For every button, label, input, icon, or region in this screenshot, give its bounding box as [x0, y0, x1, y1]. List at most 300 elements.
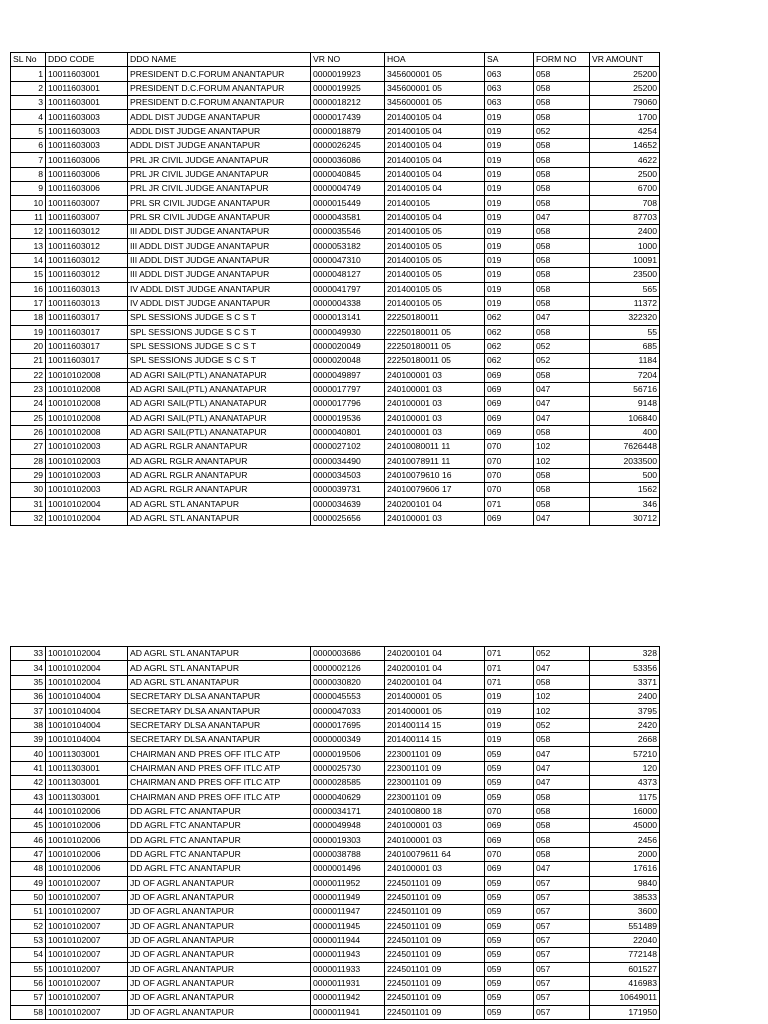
ddo-name-cell: CHAIRMAN AND PRES OFF ITLC ATP	[128, 776, 311, 790]
vr-amount-cell: 106840	[590, 411, 660, 425]
sa-cell: 071	[485, 647, 534, 661]
vr-amount-cell: 328	[590, 647, 660, 661]
form-no-cell: 058	[534, 819, 590, 833]
vr-no-cell: 0000047033	[311, 704, 385, 718]
table-row	[11, 382, 660, 396]
ddo-code-cell: 10011603003	[46, 124, 128, 138]
ddo-name-cell: PRL SR CIVIL JUDGE ANANTAPUR	[128, 210, 311, 224]
table-row	[11, 776, 660, 790]
ddo-name-cell: DD AGRL FTC ANANTAPUR	[128, 819, 311, 833]
sl-no-cell: 11	[11, 210, 46, 224]
ddo-name-cell: DD AGRL FTC ANANTAPUR	[128, 862, 311, 876]
sl-no-cell: 18	[11, 311, 46, 325]
sl-no-cell: 35	[11, 675, 46, 689]
vr-amount-cell: 2668	[590, 733, 660, 747]
vr-no-cell: 0000034490	[311, 454, 385, 468]
ddo-name-cell: SPL SESSIONS JUDGE S C S T	[128, 339, 311, 353]
ddo-code-cell: 10010102008	[46, 397, 128, 411]
vr-no-cell: 0000034503	[311, 468, 385, 482]
vr-no-cell: 0000040801	[311, 425, 385, 439]
ddo-name-cell: IV ADDL DIST JUDGE ANANTAPUR	[128, 282, 311, 296]
table-row	[11, 718, 660, 732]
hoa-cell: 224501101 09	[385, 919, 485, 933]
sl-no-cell: 33	[11, 647, 46, 661]
ddo-code-cell: 10010102007	[46, 991, 128, 1005]
sa-cell: 019	[485, 718, 534, 732]
hoa-cell: 201400105 04	[385, 182, 485, 196]
ddo-code-cell: 10011603017	[46, 311, 128, 325]
table-row	[11, 804, 660, 818]
vr-amount-cell: 171950	[590, 1005, 660, 1019]
sa-cell: 059	[485, 876, 534, 890]
sl-no-cell: 2	[11, 81, 46, 95]
sl-no-cell: 24	[11, 397, 46, 411]
sa-cell: 019	[485, 282, 534, 296]
sl-no-cell: 57	[11, 991, 46, 1005]
sl-no-cell: 42	[11, 776, 46, 790]
ddo-code-cell: 10011603006	[46, 153, 128, 167]
hoa-cell: 223001101 09	[385, 761, 485, 775]
form-no-cell: 058	[534, 225, 590, 239]
sl-no-cell: 43	[11, 790, 46, 804]
form-no-cell: 047	[534, 761, 590, 775]
sa-cell: 062	[485, 311, 534, 325]
sa-cell: 059	[485, 976, 534, 990]
sl-no-cell: 16	[11, 282, 46, 296]
sa-cell: 070	[485, 468, 534, 482]
ddo-name-cell: SECRETARY DLSA ANANTAPUR	[128, 704, 311, 718]
vr-no-cell: 0000017695	[311, 718, 385, 732]
vr-no-cell: 0000019925	[311, 81, 385, 95]
ddo-code-cell: 10011603012	[46, 253, 128, 267]
vr-no-cell: 0000002126	[311, 661, 385, 675]
vr-no-cell: 0000019923	[311, 67, 385, 81]
hoa-cell: 22250180011 05	[385, 339, 485, 353]
vr-no-cell: 0000040629	[311, 790, 385, 804]
form-no-cell: 058	[534, 425, 590, 439]
vr-amount-cell: 322320	[590, 311, 660, 325]
sa-cell: 070	[485, 483, 534, 497]
sa-cell: 069	[485, 425, 534, 439]
ddo-name-cell: ADDL DIST JUDGE ANANTAPUR	[128, 110, 311, 124]
sl-no-cell: 53	[11, 933, 46, 947]
sl-no-cell: 6	[11, 139, 46, 153]
ddo-code-cell: 10010102008	[46, 368, 128, 382]
hoa-cell: 24010079610 16	[385, 468, 485, 482]
vr-no-cell: 0000026245	[311, 139, 385, 153]
table-row	[11, 948, 660, 962]
hoa-cell: 201400105 04	[385, 167, 485, 181]
ddo-name-cell: JD OF AGRL ANANTAPUR	[128, 991, 311, 1005]
vr-no-cell: 0000020048	[311, 354, 385, 368]
vr-amount-cell: 551489	[590, 919, 660, 933]
vr-no-cell: 0000030820	[311, 675, 385, 689]
vr-amount-cell: 500	[590, 468, 660, 482]
form-no-cell: 058	[534, 497, 590, 511]
sa-cell: 069	[485, 411, 534, 425]
sa-cell: 062	[485, 339, 534, 353]
vr-amount-cell: 2400	[590, 690, 660, 704]
sa-cell: 059	[485, 919, 534, 933]
vr-no-cell: 0000048127	[311, 268, 385, 282]
vr-amount-cell: 25200	[590, 67, 660, 81]
hoa-cell: 240100001 03	[385, 368, 485, 382]
ddo-name-cell: CHAIRMAN AND PRES OFF ITLC ATP	[128, 747, 311, 761]
hoa-cell: 345600001 05	[385, 67, 485, 81]
vr-amount-cell: 38533	[590, 890, 660, 904]
ddo-code-cell: 10010102007	[46, 919, 128, 933]
form-no-cell: 058	[534, 368, 590, 382]
form-no-cell: 058	[534, 282, 590, 296]
table-row	[11, 661, 660, 675]
ddo-code-cell: 10011603017	[46, 354, 128, 368]
vr-no-cell: 0000027102	[311, 440, 385, 454]
hoa-cell: 201400105 04	[385, 210, 485, 224]
vr-amount-cell: 1000	[590, 239, 660, 253]
table-row	[11, 704, 660, 718]
table-row	[11, 833, 660, 847]
vr-amount-cell: 565	[590, 282, 660, 296]
hoa-cell: 224501101 09	[385, 905, 485, 919]
table-row	[11, 819, 660, 833]
table-row	[11, 468, 660, 482]
sa-cell: 070	[485, 454, 534, 468]
vr-amount-cell: 1562	[590, 483, 660, 497]
form-no-cell: 052	[534, 354, 590, 368]
table-row	[11, 397, 660, 411]
form-no-cell: 102	[534, 440, 590, 454]
vr-no-cell: 0000011942	[311, 991, 385, 1005]
ddo-code-cell: 10010102006	[46, 819, 128, 833]
ddo-code-cell: 10010102004	[46, 512, 128, 526]
sl-no-cell: 31	[11, 497, 46, 511]
form-no-cell: 058	[534, 67, 590, 81]
ddo-name-cell: PRL JR CIVIL JUDGE ANANTAPUR	[128, 182, 311, 196]
sa-cell: 059	[485, 1005, 534, 1019]
sl-no-cell: 46	[11, 833, 46, 847]
sa-cell: 059	[485, 747, 534, 761]
vr-amount-cell: 56716	[590, 382, 660, 396]
sl-no-cell: 58	[11, 1005, 46, 1019]
ddo-name-cell: AD AGRL RGLR ANANTAPUR	[128, 468, 311, 482]
vr-no-cell: 0000004749	[311, 182, 385, 196]
sa-cell: 063	[485, 96, 534, 110]
table-row	[11, 862, 660, 876]
table-row	[11, 210, 660, 224]
hoa-cell: 223001101 09	[385, 790, 485, 804]
table-row	[11, 454, 660, 468]
hoa-cell: 224501101 09	[385, 962, 485, 976]
hoa-cell: 201400105 04	[385, 110, 485, 124]
vr-amount-cell: 55	[590, 325, 660, 339]
ddo-code-cell: 10010102004	[46, 497, 128, 511]
vr-amount-cell: 685	[590, 339, 660, 353]
form-no-cell: 058	[534, 110, 590, 124]
table-row	[11, 253, 660, 267]
vr-no-cell: 0000011933	[311, 962, 385, 976]
header-sl-no: SL No	[11, 53, 46, 67]
vr-no-cell: 0000047310	[311, 253, 385, 267]
ddo-code-cell: 10010102004	[46, 675, 128, 689]
vr-no-cell: 0000003686	[311, 647, 385, 661]
hoa-cell: 201400105 04	[385, 139, 485, 153]
sa-cell: 071	[485, 675, 534, 689]
hoa-cell: 22250180011	[385, 311, 485, 325]
form-no-cell: 047	[534, 747, 590, 761]
form-no-cell: 047	[534, 397, 590, 411]
ddo-name-cell: CHAIRMAN AND PRES OFF ITLC ATP	[128, 761, 311, 775]
sl-no-cell: 22	[11, 368, 46, 382]
ddo-name-cell: III ADDL DIST JUDGE ANANTAPUR	[128, 253, 311, 267]
sa-cell: 063	[485, 67, 534, 81]
sa-cell: 059	[485, 933, 534, 947]
vr-amount-cell: 2500	[590, 167, 660, 181]
sa-cell: 069	[485, 512, 534, 526]
form-no-cell: 058	[534, 96, 590, 110]
table-row	[11, 339, 660, 353]
form-no-cell: 058	[534, 833, 590, 847]
table-row	[11, 512, 660, 526]
ddo-name-cell: JD OF AGRL ANANTAPUR	[128, 919, 311, 933]
ddo-name-cell: JD OF AGRL ANANTAPUR	[128, 876, 311, 890]
hoa-cell: 201400114 15	[385, 718, 485, 732]
hoa-cell: 201400001 05	[385, 704, 485, 718]
hoa-cell: 201400001 05	[385, 690, 485, 704]
vr-no-cell: 0000017797	[311, 382, 385, 396]
ddo-name-cell: JD OF AGRL ANANTAPUR	[128, 890, 311, 904]
vr-amount-cell: 120	[590, 761, 660, 775]
ddo-code-cell: 10010102004	[46, 661, 128, 675]
ddo-name-cell: JD OF AGRL ANANTAPUR	[128, 933, 311, 947]
table-row	[11, 110, 660, 124]
hoa-cell: 224501101 09	[385, 948, 485, 962]
ddo-code-cell: 10011303001	[46, 747, 128, 761]
vr-no-cell: 0000049948	[311, 819, 385, 833]
ddo-name-cell: SPL SESSIONS JUDGE S C S T	[128, 311, 311, 325]
vr-amount-cell: 22040	[590, 933, 660, 947]
ddo-name-cell: III ADDL DIST JUDGE ANANTAPUR	[128, 239, 311, 253]
vr-amount-cell: 3600	[590, 905, 660, 919]
sl-no-cell: 25	[11, 411, 46, 425]
form-no-cell: 057	[534, 919, 590, 933]
sl-no-cell: 29	[11, 468, 46, 482]
table-row	[11, 368, 660, 382]
ddo-name-cell: AD AGRI SAIL(PTL) ANANATAPUR	[128, 368, 311, 382]
table-row	[11, 411, 660, 425]
sl-no-cell: 14	[11, 253, 46, 267]
vr-no-cell: 0000034171	[311, 804, 385, 818]
ddo-code-cell: 10010102006	[46, 804, 128, 818]
hoa-cell: 224501101 09	[385, 933, 485, 947]
form-no-cell: 057	[534, 948, 590, 962]
hoa-cell: 224501101 09	[385, 991, 485, 1005]
hoa-cell: 201400105 05	[385, 253, 485, 267]
sa-cell: 070	[485, 847, 534, 861]
ddo-name-cell: AD AGRL RGLR ANANTAPUR	[128, 454, 311, 468]
ddo-code-cell: 10011603003	[46, 110, 128, 124]
ddo-name-cell: JD OF AGRL ANANTAPUR	[128, 1005, 311, 1019]
ddo-name-cell: III ADDL DIST JUDGE ANANTAPUR	[128, 268, 311, 282]
hoa-cell: 223001101 09	[385, 747, 485, 761]
table-row	[11, 647, 660, 661]
ddo-code-cell: 10010102007	[46, 933, 128, 947]
ddo-name-cell: AD AGRL RGLR ANANTAPUR	[128, 440, 311, 454]
table-row	[11, 425, 660, 439]
ddo-name-cell: SPL SESSIONS JUDGE S C S T	[128, 325, 311, 339]
form-no-cell: 052	[534, 718, 590, 732]
hoa-cell: 201400105 04	[385, 124, 485, 138]
form-no-cell: 058	[534, 167, 590, 181]
sl-no-cell: 51	[11, 905, 46, 919]
vr-amount-cell: 7204	[590, 368, 660, 382]
ddo-name-cell: AD AGRI SAIL(PTL) ANANATAPUR	[128, 382, 311, 396]
hoa-cell: 24010079611 64	[385, 847, 485, 861]
form-no-cell: 052	[534, 124, 590, 138]
vr-amount-cell: 4622	[590, 153, 660, 167]
ddo-code-cell: 10010102008	[46, 425, 128, 439]
ddo-name-cell: SECRETARY DLSA ANANTAPUR	[128, 733, 311, 747]
vr-no-cell: 0000019506	[311, 747, 385, 761]
sl-no-cell: 17	[11, 296, 46, 310]
vr-amount-cell: 400	[590, 425, 660, 439]
ddo-code-cell: 10011603001	[46, 96, 128, 110]
sl-no-cell: 13	[11, 239, 46, 253]
header-ddo-code: DDO CODE	[46, 53, 128, 67]
ddo-name-cell: SECRETARY DLSA ANANTAPUR	[128, 690, 311, 704]
form-no-cell: 058	[534, 81, 590, 95]
sl-no-cell: 47	[11, 847, 46, 861]
vr-no-cell: 0000040845	[311, 167, 385, 181]
sa-cell: 069	[485, 368, 534, 382]
table-row	[11, 139, 660, 153]
header-form-no: FORM NO	[534, 53, 590, 67]
hoa-cell: 24010080011 11	[385, 440, 485, 454]
vr-no-cell: 0000043581	[311, 210, 385, 224]
hoa-cell: 201400105 05	[385, 225, 485, 239]
ddo-code-cell: 10010102003	[46, 468, 128, 482]
vr-amount-cell: 53356	[590, 661, 660, 675]
form-no-cell: 057	[534, 905, 590, 919]
header-hoa: HOA	[385, 53, 485, 67]
ddo-name-cell: IV ADDL DIST JUDGE ANANTAPUR	[128, 296, 311, 310]
table-row	[11, 675, 660, 689]
hoa-cell: 240100001 03	[385, 425, 485, 439]
sa-cell: 059	[485, 761, 534, 775]
table-row	[11, 239, 660, 253]
header-sa: SA	[485, 53, 534, 67]
sl-no-cell: 37	[11, 704, 46, 718]
form-no-cell: 047	[534, 382, 590, 396]
sl-no-cell: 9	[11, 182, 46, 196]
ddo-code-cell: 10010102003	[46, 483, 128, 497]
sl-no-cell: 26	[11, 425, 46, 439]
vr-no-cell: 0000018212	[311, 96, 385, 110]
ddo-name-cell: DD AGRL FTC ANANTAPUR	[128, 833, 311, 847]
ddo-name-cell: AD AGRL STL ANANTAPUR	[128, 497, 311, 511]
hoa-cell: 240100001 03	[385, 819, 485, 833]
ddo-code-cell: 10010102004	[46, 647, 128, 661]
table-row	[11, 81, 660, 95]
form-no-cell: 058	[534, 804, 590, 818]
ddo-code-cell: 10011603017	[46, 325, 128, 339]
vr-amount-cell: 10091	[590, 253, 660, 267]
ddo-code-cell: 10011603007	[46, 196, 128, 210]
sa-cell: 019	[485, 210, 534, 224]
vr-amount-cell: 2420	[590, 718, 660, 732]
ddo-code-cell: 10010104004	[46, 733, 128, 747]
form-no-cell: 052	[534, 647, 590, 661]
ddo-name-cell: AD AGRL STL ANANTAPUR	[128, 675, 311, 689]
form-no-cell: 058	[534, 296, 590, 310]
vr-amount-cell: 23500	[590, 268, 660, 282]
hoa-cell: 345600001 05	[385, 81, 485, 95]
vr-no-cell: 0000011941	[311, 1005, 385, 1019]
ddo-code-cell: 10011603013	[46, 296, 128, 310]
sa-cell: 019	[485, 239, 534, 253]
vr-no-cell: 0000019303	[311, 833, 385, 847]
vr-no-cell: 0000017796	[311, 397, 385, 411]
ddo-name-cell: JD OF AGRL ANANTAPUR	[128, 962, 311, 976]
vr-no-cell: 0000053182	[311, 239, 385, 253]
hoa-cell: 345600001 05	[385, 96, 485, 110]
vr-amount-cell: 11372	[590, 296, 660, 310]
hoa-cell: 224501101 09	[385, 890, 485, 904]
vr-amount-cell: 4373	[590, 776, 660, 790]
table-row	[11, 268, 660, 282]
vr-no-cell: 0000049897	[311, 368, 385, 382]
vr-no-cell: 0000017439	[311, 110, 385, 124]
sa-cell: 019	[485, 167, 534, 181]
sl-no-cell: 54	[11, 948, 46, 962]
form-no-cell: 102	[534, 454, 590, 468]
sl-no-cell: 23	[11, 382, 46, 396]
sl-no-cell: 27	[11, 440, 46, 454]
table-row	[11, 311, 660, 325]
form-no-cell: 047	[534, 411, 590, 425]
form-no-cell: 058	[534, 182, 590, 196]
vr-no-cell: 0000028585	[311, 776, 385, 790]
vr-amount-cell: 3371	[590, 675, 660, 689]
hoa-cell: 201400105 05	[385, 282, 485, 296]
form-no-cell: 058	[534, 268, 590, 282]
vr-amount-cell: 30712	[590, 512, 660, 526]
ddo-name-cell: AD AGRL STL ANANTAPUR	[128, 647, 311, 661]
sa-cell: 059	[485, 905, 534, 919]
vr-no-cell: 0000011947	[311, 905, 385, 919]
vr-no-cell: 0000011944	[311, 933, 385, 947]
vr-no-cell: 0000020049	[311, 339, 385, 353]
ddo-code-cell: 10011603007	[46, 210, 128, 224]
vr-amount-cell: 87703	[590, 210, 660, 224]
hoa-cell: 224501101 09	[385, 1005, 485, 1019]
form-no-cell: 058	[534, 239, 590, 253]
ddo-name-cell: PRESIDENT D.C.FORUM ANANTAPUR	[128, 96, 311, 110]
table-row	[11, 733, 660, 747]
table-row	[11, 153, 660, 167]
hoa-cell: 240200101 04	[385, 661, 485, 675]
vr-no-cell: 0000034639	[311, 497, 385, 511]
form-no-cell: 058	[534, 733, 590, 747]
sa-cell: 069	[485, 833, 534, 847]
vr-no-cell: 0000013141	[311, 311, 385, 325]
sl-no-cell: 41	[11, 761, 46, 775]
vr-amount-cell: 416983	[590, 976, 660, 990]
vr-no-cell: 0000004338	[311, 296, 385, 310]
vr-no-cell: 0000039731	[311, 483, 385, 497]
table-row	[11, 905, 660, 919]
sa-cell: 069	[485, 397, 534, 411]
ddo-name-cell: ADDL DIST JUDGE ANANTAPUR	[128, 124, 311, 138]
